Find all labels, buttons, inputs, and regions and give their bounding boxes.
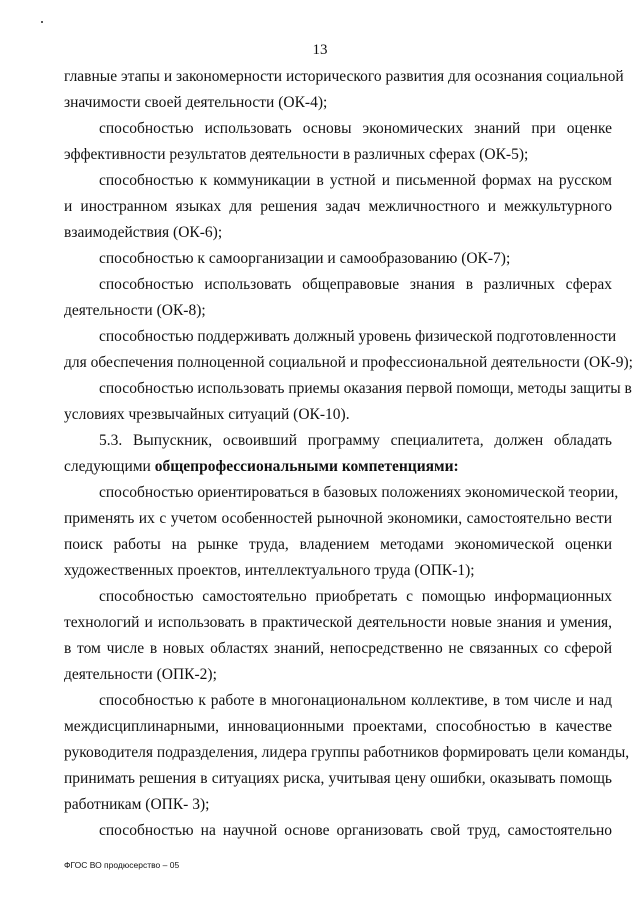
- text-prefix: следующими: [64, 458, 155, 475]
- text-line: и иностранном языках для решения задач межличностного и межкультурного: [64, 198, 612, 215]
- text-line: способностью самостоятельно приобретать с помощью информационных: [99, 588, 612, 605]
- footer-note: ФГОС ВО продюсерство – 05: [64, 860, 180, 870]
- text-line: способностью на научной основе организовать свой труд, самостоятельно: [99, 822, 612, 839]
- text-line: работникам (ОПК- 3);: [64, 796, 210, 813]
- text-line: междисциплинарными, инновационными проектами, способностью в качестве: [64, 718, 612, 735]
- text-line: взаимодействия (ОК-6);: [64, 224, 223, 241]
- text-line: значимости своей деятельности (ОК-4);: [64, 94, 328, 111]
- page-number: 13: [312, 42, 328, 58]
- text-line: принимать решения в ситуациях риска, учитывая цену ошибки, оказывать помощь: [64, 770, 612, 787]
- text-line: способностью ориентироваться в базовых положениях экономической теории,: [99, 484, 619, 501]
- text-line: способностью использовать основы экономических знаний при оценке: [99, 120, 612, 137]
- text-line: художественных проектов, интеллектуального труда (ОПК-1);: [64, 562, 475, 579]
- text-line: в том числе в новых областях знаний, непосредственно не связанных со сферой: [64, 640, 612, 657]
- text-line: деятельности (ОПК-2);: [64, 666, 217, 683]
- text-line: способностью использовать общеправовые знания в различных сферах: [99, 276, 612, 293]
- text-line: [64, 458, 612, 476]
- text-line: способностью к коммуникации в устной и письменной формах на русском: [99, 172, 612, 189]
- text-line: технологий и использовать в практической деятельности новые знания и умения,: [64, 614, 612, 631]
- text-line: главные этапы и закономерности исторического развития для осознания социальной: [64, 68, 624, 85]
- text-line: применять их с учетом особенностей рыночной экономики, самостоятельно вести: [64, 510, 612, 527]
- text-line: способностью к работе в многонациональном коллективе, в том числе и над: [99, 692, 612, 709]
- text-line: для обеспечения полноценной социальной и профессиональной деятельности (ОК-9);: [64, 354, 633, 371]
- text-line: способностью к самоорганизации и самообразованию (ОК-7);: [99, 250, 511, 267]
- text-line: эффективности результатов деятельности в различных сферах (ОК-5);: [64, 146, 529, 163]
- section-heading-line: 5.3. Выпускник, освоивший программу специалитета, должен обладать: [99, 432, 612, 449]
- text-line: деятельности (ОК-8);: [64, 302, 206, 319]
- text-line: способностью поддерживать должный уровень физической подготовленности: [99, 328, 617, 345]
- bold-term: общепрофессиональными компетенциями:: [154, 458, 459, 475]
- text-line: поиск работы на рынке труда, владением методами экономической оценки: [64, 536, 612, 553]
- scan-speck: [41, 21, 43, 23]
- text-line: условиях чрезвычайных ситуаций (ОК-10).: [64, 406, 350, 423]
- text-line: руководителя подразделения, лидера группы работников формировать цели команды,: [64, 744, 630, 761]
- text-line: способностью использовать приемы оказания первой помощи, методы защиты в: [99, 380, 632, 397]
